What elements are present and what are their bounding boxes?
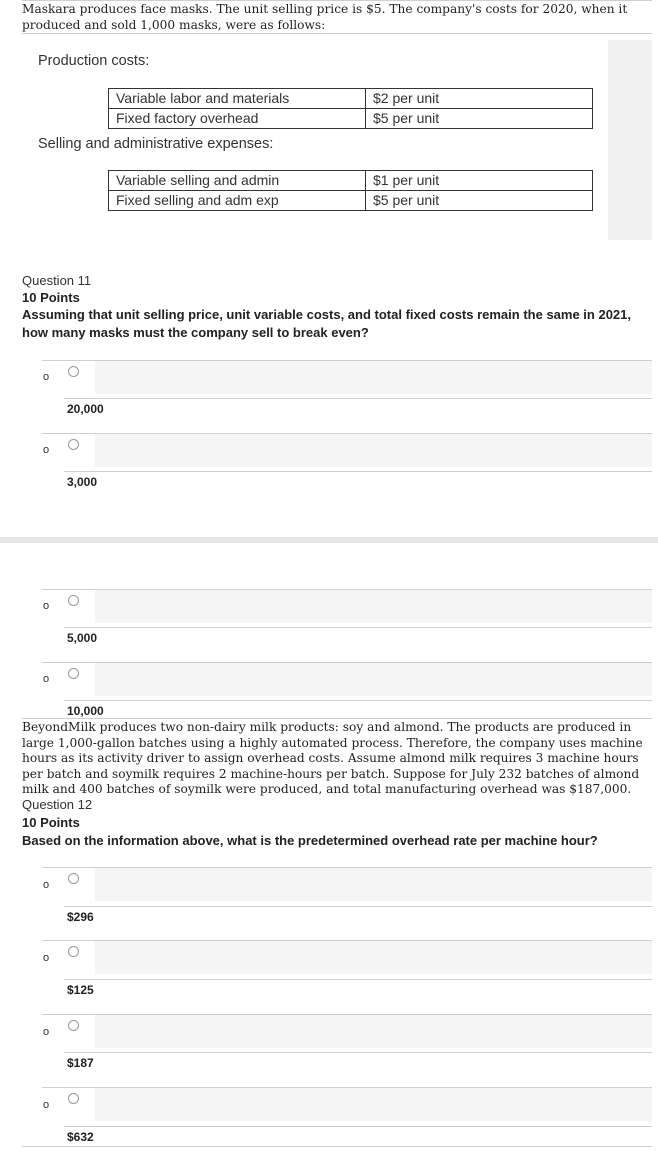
- option-rule: [64, 1052, 652, 1053]
- selling-admin-table: [108, 170, 593, 211]
- problem-intro: Maskara produces face masks. The unit selling price is $5. The company's costs for 2020, when it produced and sold 1,000 masks, were as follows:: [22, 2, 628, 32]
- option-rule: [64, 398, 652, 399]
- option-label[interactable]: $187: [67, 1056, 94, 1070]
- table-row: [109, 89, 593, 109]
- option-row-bg: [95, 1015, 652, 1048]
- cost-value: $5 per unit: [366, 191, 593, 211]
- option-rule: [64, 1126, 652, 1127]
- question-11-number: Question 11: [22, 273, 92, 288]
- selling-admin-heading: Selling and administrative expenses:: [38, 136, 274, 152]
- top-rule: [22, 0, 652, 1]
- radio-button[interactable]: [68, 1020, 79, 1031]
- cost-value: $5 per unit: [366, 109, 593, 129]
- list-bullet: o: [43, 673, 50, 685]
- cost-value: $2 per unit: [366, 89, 593, 109]
- option-label[interactable]: 10,000: [67, 704, 104, 718]
- option-label[interactable]: 3,000: [67, 475, 98, 489]
- option-row-bg: [95, 1088, 652, 1121]
- option-rule: [64, 906, 652, 907]
- list-bullet: o: [43, 444, 50, 456]
- option-row-bg: [95, 868, 652, 901]
- option-row-bg: [95, 434, 652, 467]
- option-rule: [64, 627, 652, 628]
- question-11-points: 10 Points: [22, 290, 80, 305]
- option-rule: [64, 700, 652, 701]
- radio-button[interactable]: [68, 946, 79, 957]
- cost-item: Variable selling and admin: [109, 171, 366, 191]
- list-bullet: o: [43, 600, 50, 612]
- question-12-text: Based on the information above, what is the predetermined overhead rate per machine hour?: [22, 833, 598, 848]
- radio-button[interactable]: [68, 595, 79, 606]
- radio-button[interactable]: [68, 366, 79, 377]
- list-bullet: o: [43, 1026, 50, 1038]
- option-row-bg: [95, 361, 652, 394]
- option-label[interactable]: 5,000: [67, 631, 98, 645]
- radio-button[interactable]: [68, 668, 79, 679]
- list-bullet: o: [43, 1099, 50, 1111]
- question-12-points: 10 Points: [22, 815, 80, 830]
- question-12-number: Question 12: [22, 797, 93, 812]
- radio-button[interactable]: [68, 439, 79, 450]
- list-bullet: o: [43, 952, 50, 964]
- option-label[interactable]: 20,000: [67, 402, 104, 416]
- table-row: [109, 191, 593, 211]
- costs-panel-side-strip: [608, 40, 652, 240]
- table-row: [109, 109, 593, 129]
- table-row: [109, 171, 593, 191]
- bottom-rule: [22, 1146, 652, 1147]
- option-row-bg: [95, 941, 652, 974]
- option-rule: [64, 979, 652, 980]
- radio-button[interactable]: [68, 1093, 79, 1104]
- radio-button[interactable]: [68, 873, 79, 884]
- question-11-text: Assuming that unit selling price, unit variable costs, and total fixed costs remain the same in 2021, how many masks must the company sell to break even?: [22, 307, 632, 340]
- option-label[interactable]: $125: [67, 983, 94, 997]
- cost-item: Fixed factory overhead: [109, 109, 366, 129]
- option-row-bg: [95, 663, 652, 696]
- cost-value: $1 per unit: [366, 171, 593, 191]
- list-bullet: o: [43, 879, 50, 891]
- production-costs-heading: Production costs:: [38, 53, 150, 69]
- option-row-bg: [95, 590, 652, 623]
- list-bullet: o: [43, 371, 50, 383]
- intro-rule: [22, 33, 652, 34]
- problem-passage: BeyondMilk produces two non-dairy milk products: soy and almond. The products are produced in large 1,000-gallon batches using a highly automated process. Therefore, the company uses machine hours as its activity driver to assign overhead costs. Assume almond milk requires 3 machine hours per batch and soymilk requires 2 machine-hours per batch. Suppose for July 232 batches of almond milk and 400 batches of soymilk were produced, and total manufacturing overhead was $187,000.: [22, 720, 643, 797]
- option-label[interactable]: $632: [67, 1130, 94, 1144]
- cost-item: Variable labor and materials: [109, 89, 366, 109]
- page-break-divider: [0, 537, 658, 543]
- passage-rule: [22, 718, 652, 719]
- production-costs-table: [108, 88, 593, 129]
- option-rule: [64, 471, 652, 472]
- option-label[interactable]: $296: [67, 910, 94, 924]
- cost-item: Fixed selling and adm exp: [109, 191, 366, 211]
